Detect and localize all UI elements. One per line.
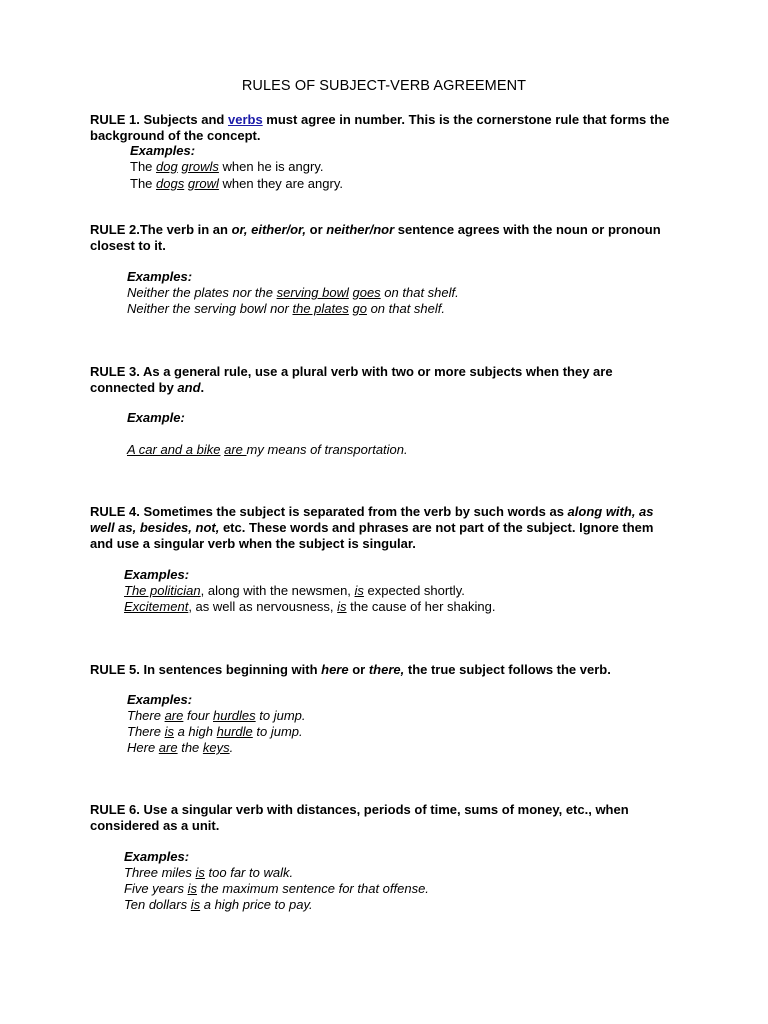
rule-4-examples-label: Examples: [124,567,190,582]
verbs-link[interactable]: verbs [227,112,263,127]
rule-6-examples-label: Examples: [124,849,190,864]
document-title: RULES OF SUBJECT-VERB AGREEMENT [241,78,527,94]
rule-6-example-2: Five years is the maximum sentence for that offense. [124,881,429,896]
rule-1-example-1: The dog growls when he is angry. [130,159,324,174]
rule-1-examples-label: Examples: [130,143,196,158]
rule-2-example-1: Neither the plates nor the serving bowl goes on that shelf. [127,285,459,300]
rule-5-example-1: There are four hurdles to jump. [127,708,306,723]
rule-4-text: RULE 4. Sometimes the subject is separated from the verb by such words as along with, as well as, besides, not, etc. These words and phrases are not part of the subject. Ignore them and use a singular verb when the subject is singular. [90,504,654,551]
rule-5-text: RULE 5. In sentences beginning with here or there, the true subject follows the verb. [90,662,611,677]
rule-1-part: must agree in number. This is the cornerstone rule that forms the background of the concept. [90,112,670,143]
rule-2-text: RULE 2.The verb in an or, either/or, or neither/nor sentence agrees with the noun or pronoun closest to it. [90,222,661,253]
rule-3-example-label: Example: [127,410,185,425]
rule-3-text: RULE 3. As a general rule, use a plural verb with two or more subjects when they are connected by and. [90,364,613,395]
rule-6-example-3: Ten dollars is a high price to pay. [124,897,313,912]
rule-6-example-1: Three miles is too far to walk. [124,865,294,880]
rule-2-examples-label: Examples: [127,269,193,284]
rule-3-example-1: A car and a bike are my means of transportation. [127,442,408,457]
rule-1-part: RULE 1. Subjects and [90,112,228,127]
rule-2-example-2: Neither the serving bowl nor the plates go on that shelf. [127,301,446,316]
rule-6-text: RULE 6. Use a singular verb with distances, periods of time, sums of money, etc., when considered as a unit. [90,802,629,833]
rule-4-example-2: Excitement, as well as nervousness, is the cause of her shaking. [124,599,496,614]
rule-1-example-2: The dogs growl when they are angry. [130,176,343,191]
rule-5-example-2: There is a high hurdle to jump. [127,724,303,739]
rule-5-examples-label: Examples: [127,692,193,707]
rule-5-example-3: Here are the keys. [127,740,234,755]
rule-1-text [90,112,680,144]
rule-4-example-1: The politician, along with the newsmen, is expected shortly. [124,583,465,598]
